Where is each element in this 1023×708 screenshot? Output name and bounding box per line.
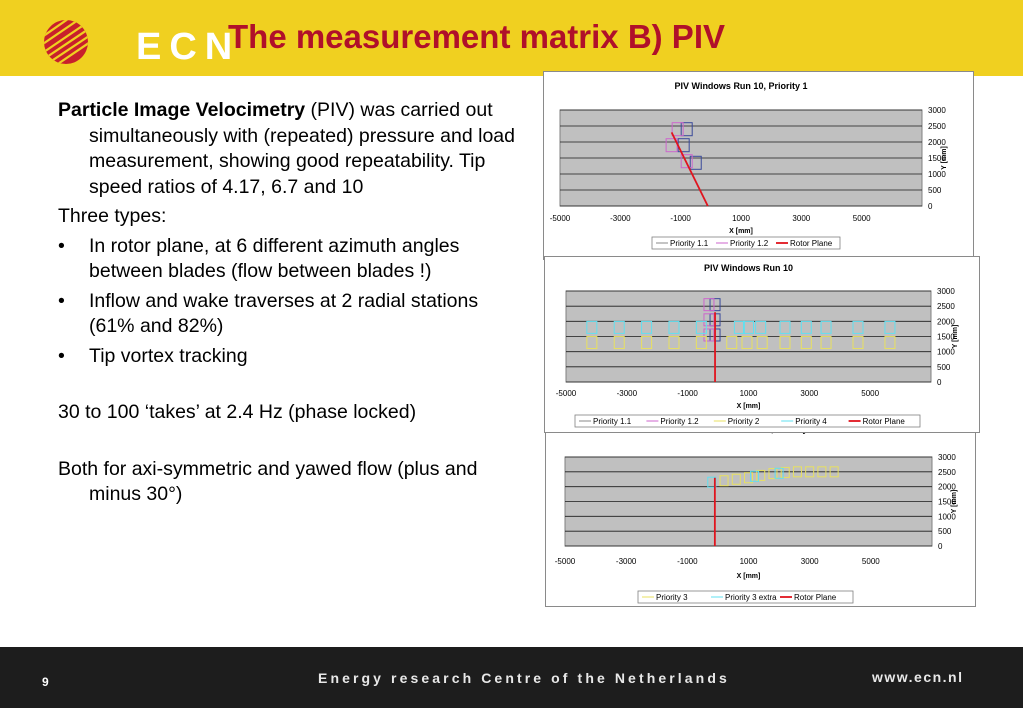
intro-bold: Particle Image Velocimetry — [58, 99, 306, 121]
y-tick-label: 2500 — [938, 467, 956, 477]
y-tick-label: 2500 — [937, 302, 955, 312]
y-tick-label: 1500 — [938, 497, 956, 507]
y-axis-label: Y [mm] — [951, 489, 958, 514]
y-tick-label: 1000 — [928, 170, 946, 179]
bullet-text: In rotor plane, at 6 different azimuth angles between blades (flow between blades !) — [89, 234, 460, 282]
logo-text: ECN — [136, 26, 241, 68]
y-axis-label: Y [mm] — [952, 324, 959, 349]
legend-label: Priority 4 — [795, 417, 827, 426]
y-tick-label: 2500 — [928, 122, 946, 131]
x-tick-label: 1000 — [739, 389, 758, 398]
x-tick-label: 5000 — [852, 214, 871, 223]
legend-label: Rotor Plane — [862, 417, 905, 426]
y-tick-label: 1000 — [938, 512, 956, 522]
x-tick-label: -3000 — [610, 214, 631, 223]
legend-label: Priority 3 extra — [725, 593, 777, 602]
ecn-logo-icon — [38, 16, 98, 64]
takes-paragraph: 30 to 100 ‘takes’ at 2.4 Hz (phase locked) — [58, 401, 417, 423]
legend-label: Priority 1.2 — [660, 417, 699, 426]
y-tick-label: 2000 — [937, 317, 955, 327]
y-tick-label: 0 — [928, 202, 933, 211]
legend-label: Priority 3 — [656, 593, 688, 602]
x-tick-label: -3000 — [615, 557, 637, 566]
x-tick-label: -1000 — [670, 214, 691, 223]
legend-label: Priority 1.1 — [670, 239, 709, 248]
x-tick-label: 5000 — [861, 389, 880, 398]
x-axis-label: X [mm] — [736, 403, 761, 410]
main-text — [58, 98, 518, 508]
bullet-item — [58, 289, 518, 340]
header-bar — [0, 0, 1023, 76]
x-tick-label: 3000 — [800, 389, 819, 398]
y-tick-label: 1500 — [937, 332, 955, 342]
x-tick-label: -1000 — [677, 389, 698, 398]
y-tick-label: 0 — [937, 378, 942, 387]
footer-organization: Energy research Centre of the Netherlands — [318, 670, 730, 686]
bullet-item — [58, 344, 518, 370]
y-tick-label: 500 — [938, 527, 952, 537]
y-tick-label: 1500 — [928, 154, 946, 163]
flow-paragraph: Both for axi-symmetric and yawed flow (plus and minus 30°) — [58, 457, 478, 505]
x-axis-label: X [mm] — [736, 573, 761, 580]
y-tick-label: 3000 — [938, 453, 956, 462]
x-tick-label: 3000 — [800, 557, 819, 566]
y-tick-label: 3000 — [928, 106, 946, 115]
three-types-label: Three types: — [58, 205, 167, 227]
x-tick-label: -3000 — [616, 389, 638, 398]
x-tick-label: -5000 — [549, 214, 571, 223]
chart-priority-1-svg — [544, 72, 973, 259]
legend-label: Priority 1.1 — [593, 417, 632, 426]
x-tick-label: 1000 — [732, 214, 750, 223]
x-tick-label: 1000 — [739, 557, 758, 566]
y-tick-label: 0 — [938, 542, 943, 551]
intro-rest: (PIV) was carried out simultaneously with (repeated) pressure and load measurement, showing good repeatability. Tip speed ratios of 4.17, 6.7 and 10 — [89, 99, 515, 198]
footer-bar — [0, 647, 1023, 708]
chart-priority-1 — [543, 71, 974, 260]
y-tick-label: 3000 — [937, 287, 955, 296]
legend-label: Rotor Plane — [794, 593, 837, 602]
x-tick-label: -1000 — [677, 557, 698, 566]
bullet-dot: • — [58, 344, 65, 367]
legend-label: Rotor Plane — [790, 239, 833, 248]
x-axis-label: X [mm] — [729, 228, 753, 235]
y-tick-label: 2000 — [938, 482, 956, 492]
y-tick-label: 1000 — [937, 347, 955, 357]
footer-url: www.ecn.nl — [872, 669, 964, 685]
bullet-text: Inflow and wake traverses at 2 radial stations (61% and 82%) — [89, 289, 479, 337]
page-number: 9 — [42, 675, 49, 689]
x-tick-label: 3000 — [792, 214, 811, 223]
chart-run-10 — [544, 256, 980, 433]
y-tick-label: 500 — [928, 186, 942, 195]
ecn-logo — [38, 16, 241, 68]
bullet-text: Tip vortex tracking — [89, 344, 248, 367]
y-axis-label: Y [mm] — [941, 146, 948, 170]
page-title: The measurement matrix B) PIV — [228, 18, 725, 55]
bullet-dot: • — [58, 289, 65, 312]
y-tick-label: 500 — [937, 362, 951, 372]
bullet-item — [58, 234, 518, 285]
x-tick-label: 5000 — [861, 557, 880, 566]
x-tick-label: -5000 — [555, 389, 577, 398]
chart-priority-3 — [545, 417, 976, 607]
x-tick-label: -5000 — [554, 557, 576, 566]
chart-title: PIV Windows Run 10 — [704, 263, 793, 273]
legend-label: Priority 2 — [727, 417, 760, 426]
intro-paragraph — [58, 98, 518, 200]
chart-priority-3-svg — [546, 418, 975, 606]
chart-title: PIV Windows Run 10, Priority 1 — [674, 81, 808, 91]
bullet-dot: • — [58, 234, 65, 257]
chart-run-10-svg — [545, 257, 979, 432]
y-tick-label: 2000 — [928, 138, 946, 147]
legend-label: Priority 1.2 — [730, 239, 769, 248]
